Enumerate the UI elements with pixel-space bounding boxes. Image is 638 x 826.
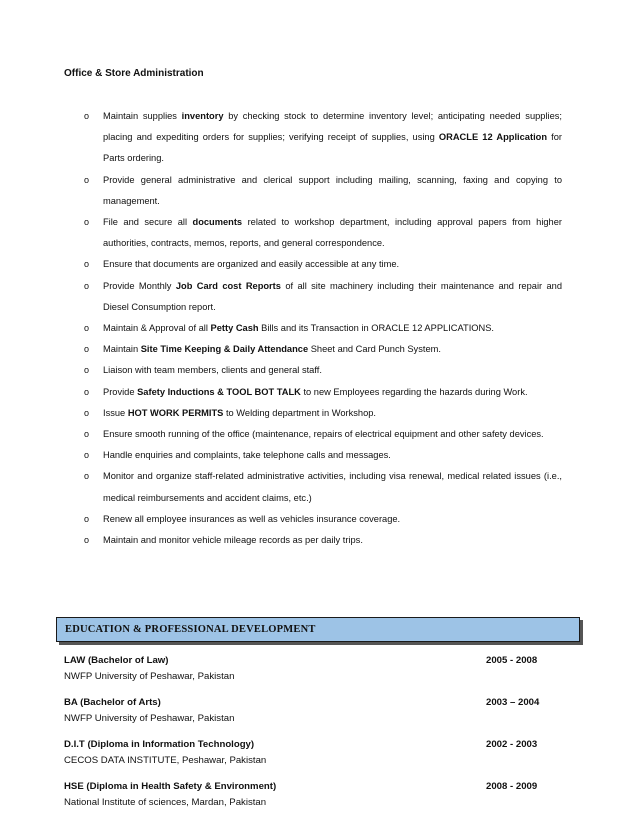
duty-item [84, 318, 562, 339]
bullet-icon: o [84, 429, 90, 440]
duties-list [84, 106, 562, 551]
bullet-icon: o [84, 217, 90, 228]
duty-text: to new Employees regarding the hazards during Work. [300, 386, 528, 397]
institution: CECOS DATA INSTITUTE, Peshawar, Pakistan [64, 755, 267, 766]
bullet-icon: o [84, 450, 90, 461]
duty-emphasis: HOT WORK PERMITS [127, 407, 224, 418]
degree-years: 2003 – 2004 [486, 697, 540, 708]
duty-text: Liaison with team members, clients and general staff. [103, 365, 322, 376]
institution: NWFP University of Peshawar, Pakistan [64, 713, 235, 724]
duty-text: Maintain & Approval of all [103, 323, 211, 334]
duty-text: Monitor and organize staff-related administrative activities, including visa renewal, medical related issues (i.e., medical reimbursements and accident claims, etc.) [103, 471, 562, 503]
duty-item [84, 424, 562, 445]
duty-text: by checking stock to determine inventory level; anticipating needed supplies; placing and expediting orders for supplies; verifying receipt of supplies, using [103, 111, 562, 143]
degree-title: D.I.T (Diploma in Information Technology) [64, 739, 255, 750]
bullet-icon: o [84, 386, 90, 397]
bullet-icon: o [84, 365, 90, 376]
degree-title: BA (Bachelor of Arts) [64, 697, 161, 708]
education-entry [64, 779, 564, 811]
degree-title: LAW (Bachelor of Law) [64, 655, 169, 666]
bullet-icon: o [84, 111, 90, 121]
education-heading-band [56, 617, 580, 642]
duty-text: Maintain and monitor vehicle mileage records as per daily trips. [103, 535, 363, 546]
bullet-icon: o [84, 513, 90, 524]
duty-text: Ensure smooth running of the office (maintenance, repairs of electrical equipment and other safety devices. [103, 429, 544, 440]
duty-text: Issue [103, 407, 128, 418]
duty-text: Provide Monthly [103, 280, 176, 291]
duty-item [84, 360, 562, 381]
duty-text: Maintain [103, 344, 141, 355]
education-heading: EDUCATION & PROFESSIONAL DEVELOPMENT [65, 624, 316, 635]
bullet-icon: o [84, 407, 90, 418]
bullet-icon: o [84, 280, 90, 291]
duty-text: Provide general administrative and clerical support including mailing, scanning, faxing and copying to management. [103, 174, 562, 206]
degree-years: 2008 - 2009 [486, 781, 538, 792]
duty-item [84, 170, 562, 212]
duty-item [84, 403, 562, 424]
bullet-icon: o [84, 344, 90, 355]
duty-item [84, 276, 562, 318]
duty-text: of all site machinery including their maintenance and repair and Diesel Consumption report. [103, 280, 562, 312]
bullet-icon: o [84, 174, 90, 185]
duty-emphasis: inventory [181, 111, 224, 121]
duty-emphasis: Site Time Keeping & Daily Attendance [140, 344, 309, 355]
duty-item [84, 466, 562, 508]
duty-emphasis: Job Card cost Reports [175, 280, 281, 291]
duty-emphasis: documents [192, 217, 243, 228]
degree-title: HSE (Diploma in Health Safety & Environment) [64, 781, 277, 792]
education-entry [64, 737, 564, 769]
degree-years: 2005 - 2008 [486, 655, 538, 666]
bullet-icon: o [84, 471, 90, 482]
duty-item [84, 530, 562, 551]
duty-emphasis: ORACLE 12 Application [438, 132, 548, 143]
duty-item [84, 509, 562, 530]
degree-years: 2002 - 2003 [486, 739, 538, 750]
education-entry [64, 653, 564, 685]
section-title: Office & Store Administration [64, 68, 204, 79]
duty-text: Renew all employee insurances as well as vehicles insurance coverage. [103, 513, 401, 524]
education-entry [64, 695, 564, 727]
duty-text: Maintain supplies [103, 111, 182, 121]
institution: NWFP University of Peshawar, Pakistan [64, 671, 235, 682]
bullet-icon: o [84, 259, 90, 270]
bullet-icon: o [84, 323, 90, 334]
duty-text: Handle enquiries and complaints, take telephone calls and messages. [103, 450, 391, 461]
institution: National Institute of sciences, Mardan, Pakistan [64, 797, 267, 808]
duty-emphasis: Safety Inductions & TOOL BOT TALK [137, 386, 301, 397]
duty-text: related to workshop department, including approval papers from higher authorities, contracts, memos, reports, and general correspondence. [103, 217, 562, 249]
duty-text: for Parts ordering. [103, 132, 563, 164]
duty-item [84, 445, 562, 466]
duty-item [84, 106, 562, 170]
duty-text: Provide [103, 386, 138, 397]
bullet-icon: o [84, 535, 90, 546]
duty-item [84, 212, 562, 254]
duty-text: Ensure that documents are organized and easily accessible at any time. [103, 259, 400, 270]
duty-emphasis: Petty Cash [210, 323, 259, 334]
duty-item [84, 382, 562, 403]
duty-text: Bills and its Transaction in ORACLE 12 APPLICATIONS. [258, 323, 495, 334]
duty-item [84, 339, 562, 360]
duty-text: Sheet and Card Punch System. [308, 344, 441, 355]
duty-text: File and secure all [103, 217, 193, 228]
duty-item [84, 254, 562, 275]
duty-text: to Welding department in Workshop. [223, 407, 376, 418]
